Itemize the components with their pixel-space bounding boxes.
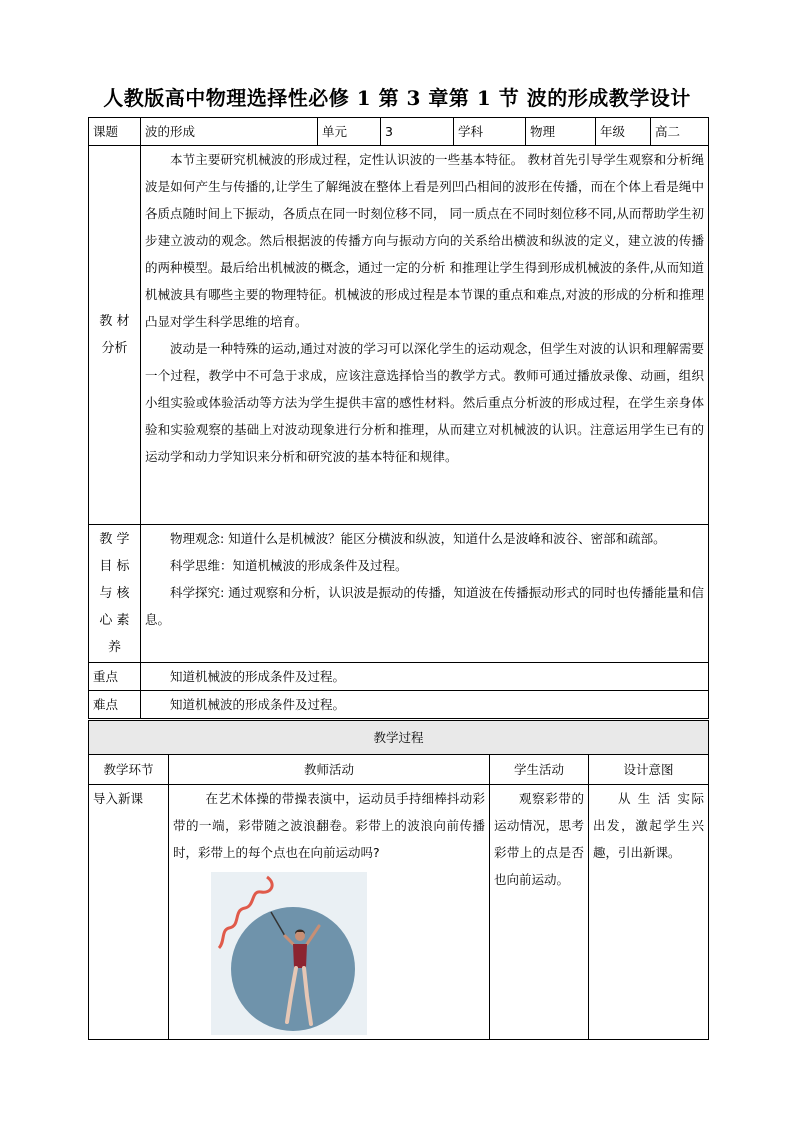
analysis-row [89, 146, 709, 525]
lesson-value: 波的形成 [141, 118, 318, 146]
literacy-paragraph: 科学思维：知道机械波的形成条件及过程。 [170, 558, 408, 573]
analysis-content [141, 146, 709, 525]
key-point-paragraph: 知道机械波的形成条件及过程。 [170, 669, 346, 684]
literacy-content [141, 525, 709, 663]
student-cell [490, 785, 589, 1040]
difficulty-row [89, 691, 709, 719]
literacy-row [89, 525, 709, 663]
literacy-paragraph: 科学探究: 通过观察和分析，认识波是振动的传播，知道波在传播振动形式的同时也传播能量和信息。 [145, 585, 704, 627]
grade-value: 高二 [651, 118, 709, 146]
subject-value: 物理 [526, 118, 596, 146]
key-point-label: 重点 [89, 663, 141, 691]
literacy-label [89, 525, 141, 663]
key-point-row [89, 663, 709, 691]
literacy-label-line: 目 标 [99, 559, 130, 574]
analysis-label [89, 146, 141, 525]
literacy-paragraph: 物理观念: 知道什么是机械波？能区分横波和纵波，知道什么是波峰和波谷、密部和疏部。 [170, 531, 666, 546]
column-student: 学生活动 [490, 755, 589, 785]
intent-cell [589, 785, 709, 1040]
ribbon-gymnast-illustration [211, 872, 367, 1035]
teacher-cell [169, 785, 490, 1040]
difficulty-paragraph: 知道机械波的形成条件及过程。 [170, 697, 346, 712]
analysis-label-line: 教 材 [99, 314, 130, 329]
literacy-label-line: 教 学 [99, 532, 130, 547]
analysis-paragraph: 波动是一种特殊的运动,通过对波的学习可以深化学生的运动观念，但学生对波的认识和理解需要一个过程，教学中不可急于求成，应该注意选择恰当的教学方式。教师可通过播放录像、动画，组织小组实验或体验活动等方法为学生提供丰富的感性材料。然后重点分析波的形成过程，在学生亲身体验和实验观察的基础上对波动现象进行分析和推理，从而建立对机械波的认识。注意运用学生已有的运动学和动力学知识来分析和研究波的基本特征和规律。 [145, 341, 704, 464]
difficulty-text [141, 691, 709, 719]
process-header: 教学过程 [89, 721, 709, 755]
analysis-paragraph: 本节主要研究机械波的形成过程，定性认识波的一些基本特征。 教材首先引导学生观察和分析绳波是如何产生与传播的,让学生了解绳波在整体上看是列凹凸相间的波形在传播，而在个体上看是绳中各质点随时间上下振动，各质点在同一时刻位移不同， 同一质点在不同时刻位移不同,从而帮助学生初步建立波动的观念。然后根据波的传播方向与振动方向的关系给出横波和纵波的定义，建立波的传播的两种模型。最后给出机械波的概念，通过一定的分析 和推理让学生得到形成机械波的条件,从而知道机械波具有哪些主要的物理特征。机械波的形成过程是本节课的重点和难点,对波的形成的分析和推理凸显对学生科学思维的培育。 [145, 152, 704, 329]
column-intent: 设计意图 [589, 755, 709, 785]
info-row [89, 118, 709, 146]
teacher-activity-text: 在艺术体操的带操表演中，运动员手持细棒抖动彩带的一端，彩带随之波浪翻卷。彩带上的波浪向前传播时，彩带上的每个点也在向前运动吗? [173, 791, 485, 860]
process-header-row [89, 721, 709, 755]
grade-label: 年级 [596, 118, 651, 146]
student-activity-text: 观察彩带的运动情况，思考彩带上的点是否也向前运动。 [494, 791, 584, 887]
lesson-label: 课题 [89, 118, 141, 146]
column-stage: 教学环节 [89, 755, 169, 785]
design-intent-text: 从 生 活 实际出发，激起学生兴趣，引出新课。 [593, 791, 705, 860]
stage-cell: 导入新课 [89, 785, 169, 1040]
literacy-label-line: 与 核 [99, 586, 130, 601]
lesson-info-table [88, 117, 709, 719]
teaching-process-table [88, 720, 709, 1040]
process-column-row [89, 755, 709, 785]
literacy-label-line: 心 素 [99, 613, 130, 628]
difficulty-label: 难点 [89, 691, 141, 719]
unit-label: 单元 [318, 118, 381, 146]
process-row [89, 785, 709, 1040]
key-point-text [141, 663, 709, 691]
subject-label: 学科 [454, 118, 526, 146]
column-teacher: 教师活动 [169, 755, 490, 785]
illustration-circle [231, 907, 355, 1031]
literacy-label-line: 养 [107, 640, 121, 655]
leotard [293, 944, 307, 968]
unit-value: 3 [381, 118, 454, 146]
analysis-label-line: 分析 [101, 341, 128, 356]
page-title: 人教版高中物理选择性必修 1 第 3 章第 1 节 波的形成教学设计 [103, 86, 691, 110]
